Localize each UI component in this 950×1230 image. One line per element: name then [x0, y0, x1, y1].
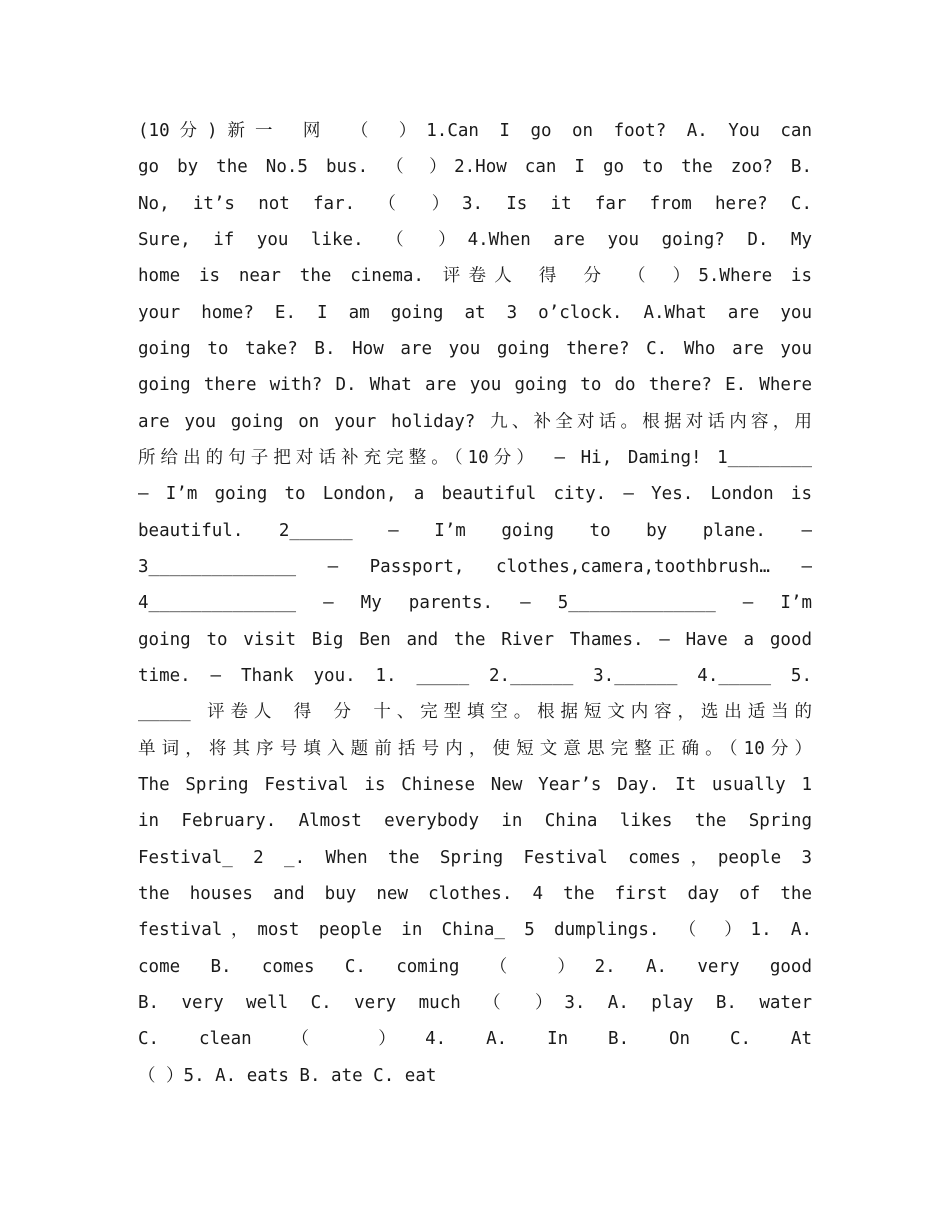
text-line-25: B. very well C. very much （ ）3. A. play B. water	[138, 992, 812, 1013]
text-line-15: going to visit Big Ben and the River Thames. — Have a good	[138, 629, 812, 650]
text-line-10: 所给出的句子把对话补充完整。（10分） — Hi, Daming! 1________	[138, 447, 812, 468]
text-line-12: beautiful. 2______ — I’m going to by plane. —	[138, 520, 812, 541]
text-line-27: （ ）5. A. eats B. ate C. eat	[138, 1065, 437, 1086]
text-line-1: (10分)新一 网 （ ）1.Can I go on foot? A. You can	[138, 121, 812, 141]
text-line-11: — I’m going to London, a beautiful city. — Yes. London is	[138, 484, 812, 505]
text-line-20: in February. Almost everybody in China likes the Spring	[138, 811, 812, 832]
text-line-24: come B. comes C. coming （ ）2. A. very good	[138, 956, 812, 977]
text-line-21: Festival_ 2 _. When the Spring Festival comes，people 3	[138, 847, 812, 868]
text-line-9: are you going on your holiday? 九、补全对话。根据对话内容，用	[138, 411, 812, 432]
text-line-14: 4______________ — My parents. — 5______________ — I’m	[138, 593, 812, 614]
document-body	[138, 113, 812, 1094]
text-line-2: go by the No.5 bus. （ ）2.How can I go to the zoo? B.	[138, 157, 812, 178]
text-line-22: the houses and buy new clothes. 4 the first day of the	[138, 883, 812, 904]
text-line-3: No, it’s not far. （ ）3. Is it far from here? C.	[138, 193, 812, 214]
text-line-5: home is near the cinema. 评卷人 得 分 （ ）5.Where is	[138, 266, 812, 287]
text-line-4: Sure, if you like. （ ）4.When are you going? D. My	[138, 229, 812, 250]
text-line-18: 单词，将其序号填入题前括号内，使短文意思完整正确。（10分）	[138, 738, 812, 759]
text-line-7: going to take? B. How are you going there? C. Who are you	[138, 338, 812, 359]
text-line-16: time. — Thank you. 1. _____ 2.______ 3.______ 4._____ 5.	[138, 665, 812, 686]
text-line-26: C. clean （ ）4. A. In B. On C. At	[138, 1029, 812, 1050]
text-line-17: _____ 评卷人 得 分 十、完型填空。根据短文内容，选出适当的	[138, 702, 812, 723]
text-line-8: going there with? D. What are you going to do there? E. Where	[138, 375, 812, 396]
text-line-13: 3______________ — Passport, clothes,camera,toothbrush… —	[138, 556, 812, 577]
text-line-23: festival，most people in China_ 5 dumplings. （ ）1. A.	[138, 920, 812, 941]
text-line-19: The Spring Festival is Chinese New Year’s Day. It usually 1	[138, 774, 812, 795]
text-line-6: your home? E. I am going at 3 o’clock. A.What are you	[138, 302, 812, 323]
